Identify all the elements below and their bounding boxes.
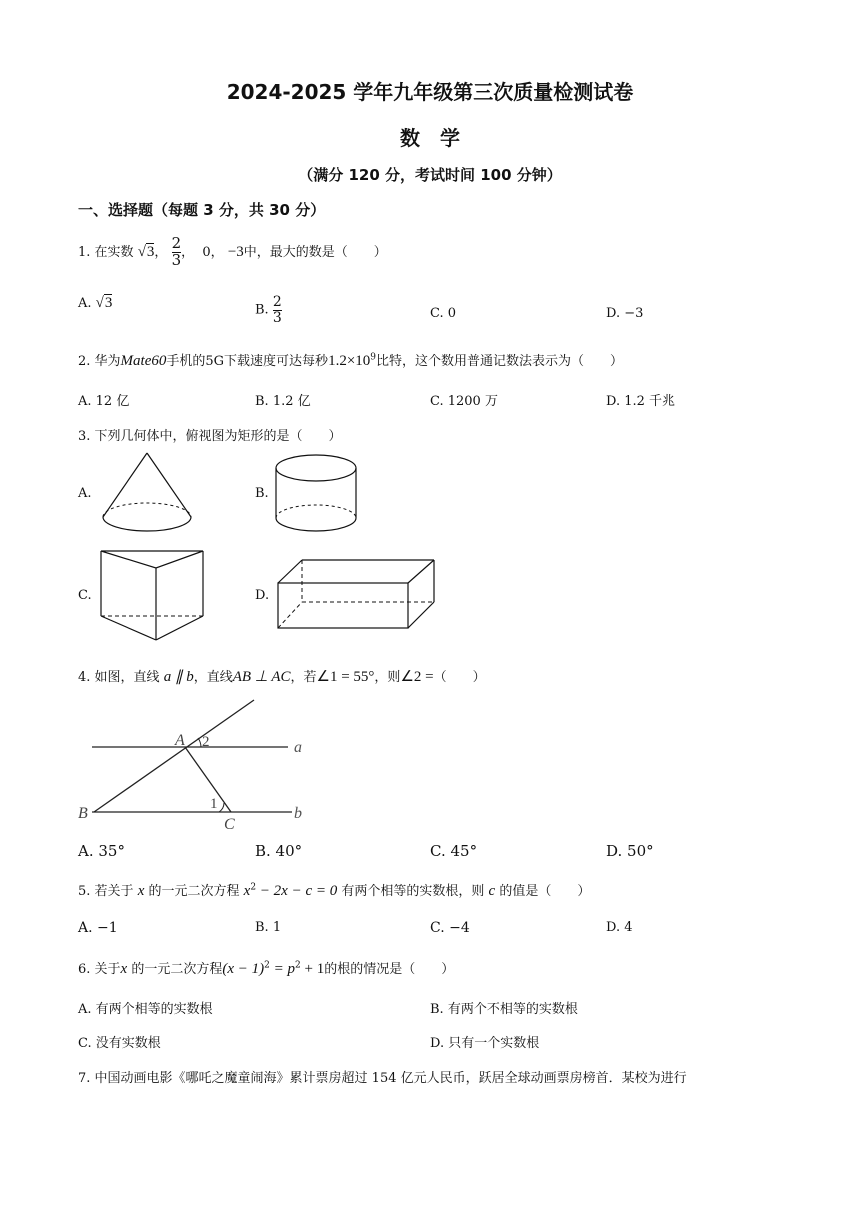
q6-option-a: A. 有两个相等的实数根: [78, 1002, 213, 1017]
label-angle-1: 1: [210, 796, 218, 812]
exam-title: 2024-2025 学年九年级第三次质量检测试卷: [226, 80, 634, 104]
q5-option-b: B. 1: [255, 920, 282, 935]
question-3: 3. 下列几何体中，俯视图为矩形的是（ ）: [78, 429, 342, 444]
question-4: 4. 如图，直线 a ∥ b，直线AB ⊥ AC，若∠1 = 55°，则∠2 =（ ）: [78, 669, 486, 685]
triangular-prism-figure: [96, 546, 208, 646]
cuboid-figure: [272, 556, 440, 632]
q1-prefix: 1. 在实数: [78, 244, 134, 260]
q4-option-d: D. 50°: [606, 842, 654, 860]
q1-zero: 0，: [202, 244, 224, 260]
label-point-c: C: [224, 816, 235, 833]
q1-neg3: −3: [227, 243, 244, 260]
q3-option-d: D.: [255, 588, 270, 603]
q1-option-d: D. −3: [606, 306, 644, 321]
q1-suffix: 中，最大的数是（ ）: [243, 244, 387, 260]
q1-sep-1: ，: [154, 244, 168, 260]
cylinder-figure: [272, 450, 364, 540]
q1-option-a: A. √3: [78, 295, 113, 311]
q2-option-a: A. 12 亿: [78, 394, 130, 409]
q1-sep-2: ，: [181, 244, 195, 260]
question-2: 2. 华为Mate60手机的5G下载速度可达每秒$1.2\times 10^9$比特，这个数用普通记数法表示为（ ）: [78, 352, 624, 369]
parallel-lines-figure: [76, 694, 316, 834]
question-1: [78, 236, 387, 269]
q4-option-b: B. 40°: [255, 842, 303, 860]
q5-option-a: A. −1: [78, 920, 118, 936]
q3-option-c: C.: [78, 588, 92, 603]
q5-option-c: C. −4: [430, 920, 470, 936]
label-line-b: b: [294, 805, 302, 822]
label-point-b: B: [78, 805, 88, 822]
q6-option-b: B. 有两个不相等的实数根: [430, 1002, 578, 1017]
q2-option-c: C. 1200 万: [430, 394, 498, 409]
q2-option-b: B. 1.2 亿: [255, 394, 311, 409]
q1-option-b: B. $\frac{2}{3}$: [255, 294, 282, 326]
cone-figure: [96, 450, 200, 540]
label-line-a: a: [294, 739, 302, 756]
q1-fraction: $\frac{2}{3}$: [171, 234, 182, 269]
exam-note: （满分 120 分，考试时间 100 分钟）: [298, 166, 562, 184]
q6-option-c: C. 没有实数根: [78, 1036, 161, 1051]
q3-option-a: A.: [78, 486, 92, 501]
q4-option-c: C. 45°: [430, 842, 478, 860]
q5-option-d: D. 4: [606, 920, 633, 935]
q4-option-a: A. 35°: [78, 842, 125, 860]
q1-sqrt3: √3: [137, 243, 155, 260]
question-5: 5. 若关于 x 的一元二次方程 $x^2 - 2x - c = 0$ 有两个相等的实数根，则 c 的值是（ ）: [78, 882, 591, 899]
label-angle-2: 2: [202, 734, 210, 750]
q2-option-d: D. 1.2 千兆: [606, 394, 676, 409]
q3-option-b: B.: [255, 486, 269, 501]
question-6: 6. 关于x 的一元二次方程$(x - 1)^2 = p^2 + 1$的根的情况是（ ）: [78, 960, 455, 977]
subject-title: 数 学: [400, 126, 460, 150]
q1-option-c: C. 0: [430, 306, 457, 321]
q6-option-d: D. 只有一个实数根: [430, 1036, 540, 1051]
label-point-a: A: [175, 732, 185, 749]
section-heading: 一、选择题（每题 3 分，共 30 分）: [78, 201, 326, 219]
question-7: 7. 中国动画电影《哪吒之魔童闹海》累计票房超过 154 亿元人民币，跃居全球动画票房榜首．某校为进行: [78, 1071, 687, 1086]
